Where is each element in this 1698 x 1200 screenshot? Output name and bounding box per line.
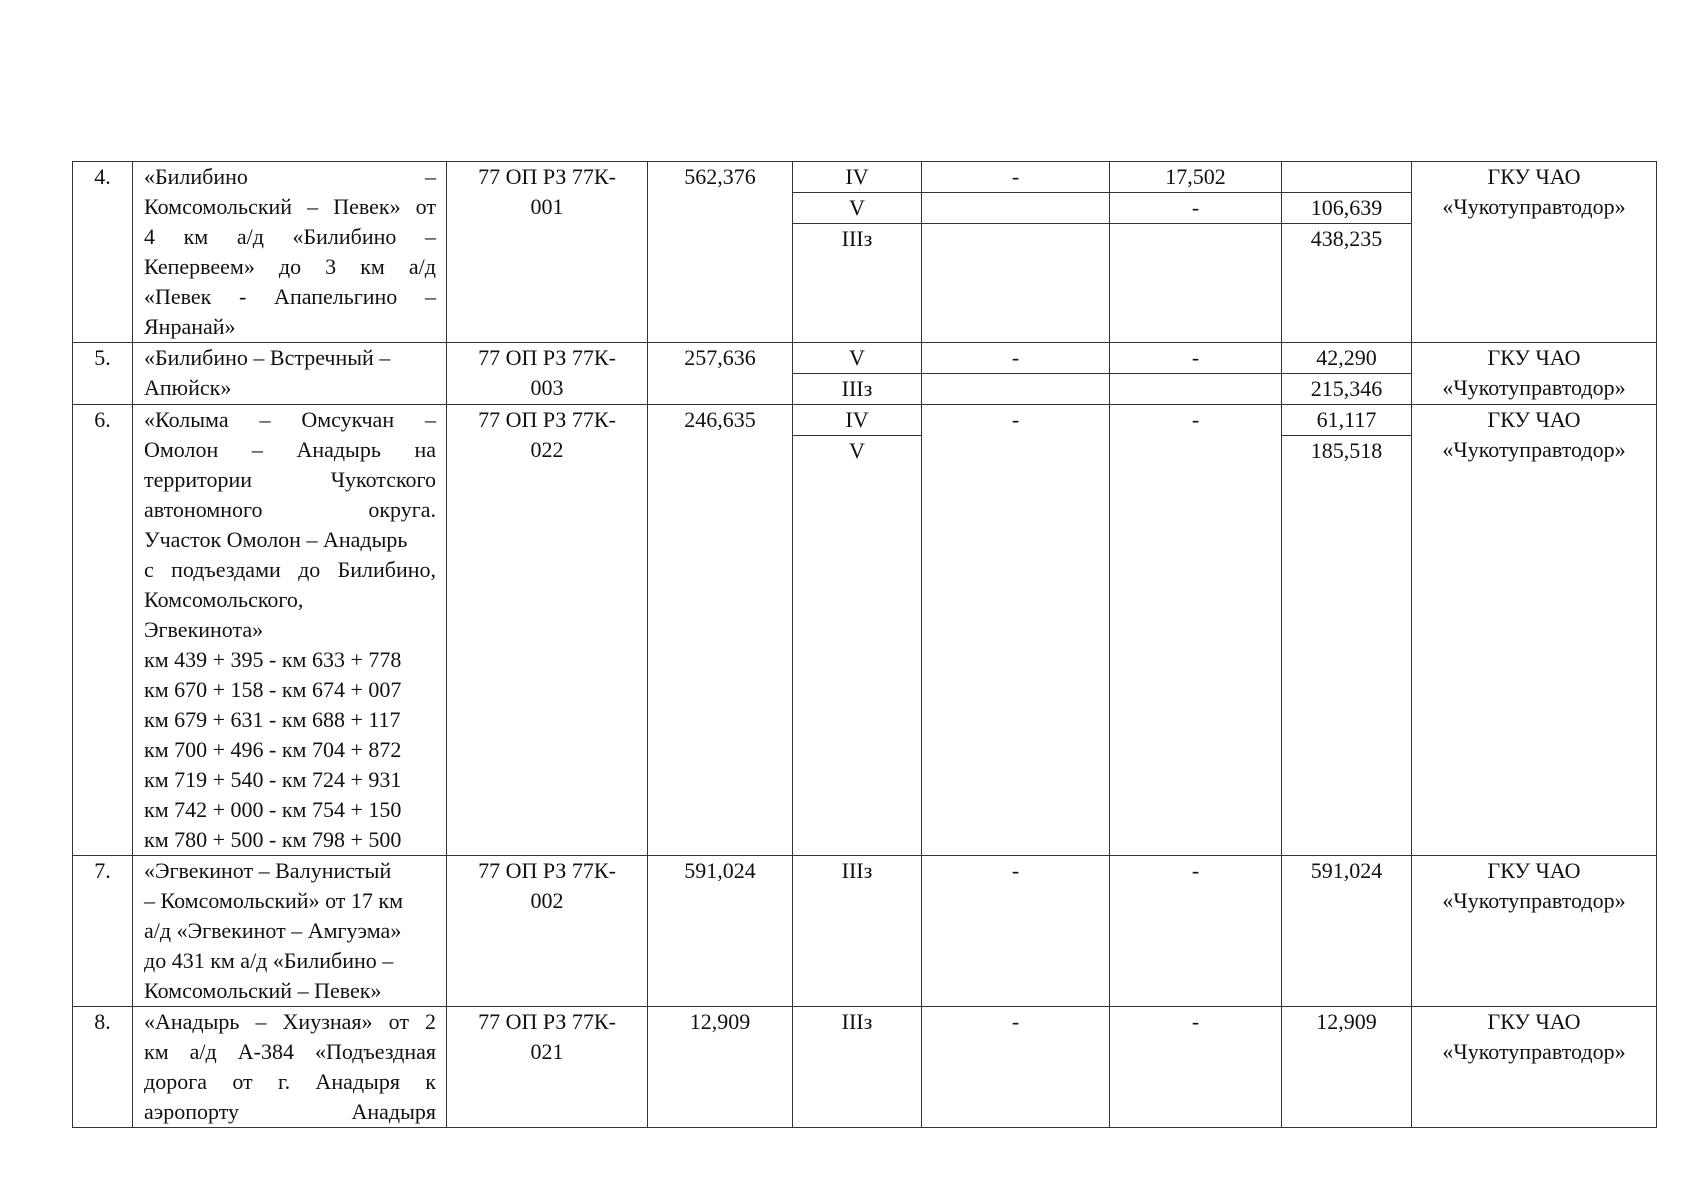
road-name-cell	[133, 162, 447, 343]
road-name-line: Кепервеем» до 3 км а/д	[144, 254, 436, 279]
owner-line: ГКУ ЧАО	[1487, 858, 1581, 883]
table-row	[73, 343, 1657, 405]
road-name-line: Комсомольского,	[144, 587, 304, 612]
road-name-line: аэропорту Анадыря	[144, 1099, 436, 1124]
length-col-c-cell	[1282, 162, 1412, 343]
row-number-cell	[73, 1007, 133, 1128]
table-row	[73, 856, 1657, 1007]
length-col-b-value: 17,502	[1110, 162, 1281, 193]
road-name	[133, 343, 446, 403]
road-code-cell	[447, 162, 648, 343]
row-number: 8.	[94, 1009, 111, 1034]
road-name-line: – Комсомольский» от 17 км	[144, 888, 404, 913]
length-col-b-stack	[1110, 1007, 1281, 1037]
owner-line: ГКУ ЧАО	[1487, 345, 1581, 370]
road-name-line: км 439 + 395 - км 633 + 778	[144, 647, 402, 672]
category-stack	[793, 162, 921, 254]
length-col-c-cell	[1282, 856, 1412, 1007]
road-length-cell	[648, 1007, 793, 1128]
category-value: IIIз	[841, 376, 873, 401]
row-number: 5.	[94, 345, 111, 370]
road-name-line: «Певек - Апапельгино –	[144, 284, 436, 309]
length-col-b-value: -	[1191, 1009, 1200, 1034]
road-length: 257,636	[684, 345, 756, 370]
owner-cell	[1412, 856, 1657, 1007]
road-code-line: 022	[530, 437, 564, 462]
owner-line: «Чукотуправтодор»	[1442, 1039, 1626, 1064]
length-col-a-value: -	[922, 162, 1109, 193]
road-code-line: 001	[530, 194, 564, 219]
road-name	[133, 1007, 446, 1127]
row-number-cell	[73, 162, 133, 343]
category-stack	[793, 343, 921, 404]
category-value: IIIз	[841, 858, 873, 883]
road-code-line: 77 ОП РЗ 77К-	[478, 1009, 616, 1034]
length-col-c-cell	[1282, 1007, 1412, 1128]
road-length-cell	[648, 343, 793, 405]
roads-table	[72, 161, 1657, 1128]
category-value: V	[793, 193, 921, 224]
length-col-a-cell	[922, 856, 1110, 1007]
length-col-a-value: -	[1011, 1009, 1020, 1034]
road-name-cell	[133, 856, 447, 1007]
length-col-c-cell	[1282, 343, 1412, 405]
road-name-line: км а/д А-384 «Подъездная	[144, 1039, 436, 1064]
length-col-b-cell	[1110, 343, 1282, 405]
road-code-line: 021	[530, 1039, 564, 1064]
road-name-line: «Билибино –	[144, 164, 436, 189]
road-name-line: с подъездами до Билибино,	[144, 557, 436, 582]
owner-cell	[1412, 405, 1657, 856]
length-col-b-cell	[1110, 856, 1282, 1007]
road-name-line: км 670 + 158 - км 674 + 007	[144, 677, 402, 702]
category-value: IV	[793, 405, 921, 436]
road-length-cell	[648, 162, 793, 343]
length-col-a-cell	[922, 162, 1110, 343]
road-name-line: Комсомольский – Певек»	[144, 978, 382, 1003]
road-code-line: 002	[530, 888, 564, 913]
row-number: 6.	[94, 407, 111, 432]
owner-line: «Чукотуправтодор»	[1442, 888, 1626, 913]
length-col-c-value: 591,024	[1310, 858, 1383, 883]
road-name-line: км 780 + 500 - км 798 + 500	[144, 827, 402, 852]
owner-line: «Чукотуправтодор»	[1442, 375, 1626, 400]
row-number-cell	[73, 856, 133, 1007]
category-value: IV	[793, 162, 921, 193]
road-code-cell	[447, 1007, 648, 1128]
road-name-line: «Билибино – Встречный –	[144, 345, 391, 370]
owner-cell	[1412, 1007, 1657, 1128]
road-code-cell	[447, 405, 648, 856]
length-col-a-stack	[922, 405, 1109, 465]
length-col-a-value: -	[922, 343, 1109, 374]
road-name-cell	[133, 405, 447, 856]
category-cell	[793, 162, 922, 343]
length-col-a-value: -	[1011, 407, 1020, 432]
road-code-cell	[447, 856, 648, 1007]
length-col-a-value	[922, 193, 1109, 224]
category-stack	[793, 856, 921, 886]
length-col-b-stack	[1110, 343, 1281, 374]
length-col-c-value: 106,639	[1282, 193, 1411, 224]
length-col-b-stack	[1110, 405, 1281, 465]
road-name	[133, 405, 446, 855]
length-col-b-cell	[1110, 162, 1282, 343]
category-cell	[793, 405, 922, 856]
row-number-cell	[73, 405, 133, 856]
row-number: 7.	[94, 858, 111, 883]
length-col-c-cell	[1282, 405, 1412, 856]
road-name-line: Апюйск»	[144, 375, 232, 400]
road-name-line: «Анадырь – Хиузная» от 2	[144, 1009, 436, 1034]
length-col-a-stack	[922, 856, 1109, 886]
road-name-line: автономного округа.	[144, 497, 436, 522]
road-code-line: 77 ОП РЗ 77К-	[478, 164, 616, 189]
length-col-c-value: 42,290	[1282, 343, 1411, 374]
length-col-c-value: 438,235	[1310, 226, 1383, 251]
length-col-b-stack	[1110, 162, 1281, 224]
row-number-cell	[73, 343, 133, 405]
road-name-cell	[133, 1007, 447, 1128]
owner-line: ГКУ ЧАО	[1487, 164, 1581, 189]
length-col-a-value	[922, 435, 1109, 465]
road-length: 12,909	[689, 1009, 751, 1034]
length-col-b-value: -	[1191, 858, 1200, 883]
owner-line: ГКУ ЧАО	[1487, 1009, 1581, 1034]
road-name-line: Комсомольский – Певек» от	[144, 194, 436, 219]
road-name-line: до 431 км а/д «Билибино –	[144, 948, 394, 973]
road-code-cell	[447, 343, 648, 405]
road-name-line: 4 км а/д «Билибино –	[144, 224, 436, 249]
length-col-a-cell	[922, 1007, 1110, 1128]
length-col-a-stack	[922, 162, 1109, 224]
road-name-line: км 719 + 540 - км 724 + 931	[144, 767, 402, 792]
road-name-line: а/д «Эгвекинот – Амгуэма»	[144, 918, 402, 943]
road-code-line: 77 ОП РЗ 77К-	[478, 345, 616, 370]
category-cell	[793, 343, 922, 405]
length-col-b-value: -	[1110, 343, 1281, 374]
length-col-a-stack	[922, 343, 1109, 374]
road-name-line: Эгвекинота»	[144, 617, 264, 642]
length-col-b-cell	[1110, 405, 1282, 856]
road-name-line: территории Чукотского	[144, 467, 436, 492]
road-name-line: км 700 + 496 - км 704 + 872	[144, 737, 402, 762]
length-col-a-cell	[922, 343, 1110, 405]
table-row	[73, 1007, 1657, 1128]
road-code-line: 003	[530, 375, 564, 400]
category-value: V	[793, 343, 921, 374]
owner-line: «Чукотуправтодор»	[1442, 194, 1626, 219]
table-body	[73, 162, 1657, 1128]
length-col-b-cell	[1110, 1007, 1282, 1128]
owner-line: «Чукотуправтодор»	[1442, 437, 1626, 462]
length-col-a-value: -	[1011, 858, 1020, 883]
category-value: IIIз	[841, 226, 873, 251]
category-value: IIIз	[841, 1009, 873, 1034]
road-name-line: «Эгвекинот – Валунистый	[144, 858, 392, 883]
row-number: 4.	[94, 164, 111, 189]
road-length-cell	[648, 856, 793, 1007]
length-col-c-value: 61,117	[1282, 405, 1411, 436]
road-name-line: Участок Омолон – Анадырь	[144, 527, 408, 552]
length-col-c-value: 215,346	[1310, 376, 1383, 401]
road-name-line: км 742 + 000 - км 754 + 150	[144, 797, 402, 822]
owner-line: ГКУ ЧАО	[1487, 407, 1581, 432]
road-name	[133, 856, 446, 1006]
road-name	[133, 162, 446, 342]
length-col-c-stack	[1282, 856, 1411, 886]
owner-cell	[1412, 162, 1657, 343]
length-col-a-stack	[922, 1007, 1109, 1037]
length-col-b-value	[1110, 435, 1281, 465]
category-cell	[793, 1007, 922, 1128]
road-code-line: 77 ОП РЗ 77К-	[478, 407, 616, 432]
category-stack	[793, 1007, 921, 1037]
length-col-c-stack	[1282, 1007, 1411, 1037]
length-col-c-value: 12,909	[1316, 1009, 1377, 1034]
table-row	[73, 162, 1657, 343]
length-col-b-stack	[1110, 856, 1281, 886]
category-stack	[793, 405, 921, 466]
length-col-b-value: -	[1191, 407, 1200, 432]
road-name-line: «Колыма – Омсукчан –	[144, 407, 436, 432]
table-row	[73, 405, 1657, 856]
road-code-line: 77 ОП РЗ 77К-	[478, 858, 616, 883]
length-col-a-cell	[922, 405, 1110, 856]
owner-cell	[1412, 343, 1657, 405]
road-name-line: Янранай»	[144, 314, 236, 339]
road-name-cell	[133, 343, 447, 405]
length-col-c-stack	[1282, 162, 1411, 254]
road-name-line: дорога от г. Анадыря к	[144, 1069, 436, 1094]
road-length: 562,376	[684, 164, 756, 189]
length-col-c-value	[1282, 162, 1411, 193]
length-col-b-value: -	[1110, 193, 1281, 224]
length-col-c-stack	[1282, 343, 1411, 404]
category-value: V	[849, 438, 865, 463]
road-length-cell	[648, 405, 793, 856]
road-length: 246,635	[684, 407, 756, 432]
road-name-line: км 679 + 631 - км 688 + 117	[144, 707, 401, 732]
road-name-line: Омолон – Анадырь на	[144, 437, 436, 462]
length-col-c-stack	[1282, 405, 1411, 466]
category-cell	[793, 856, 922, 1007]
road-length: 591,024	[684, 858, 756, 883]
length-col-c-value: 185,518	[1310, 438, 1383, 463]
